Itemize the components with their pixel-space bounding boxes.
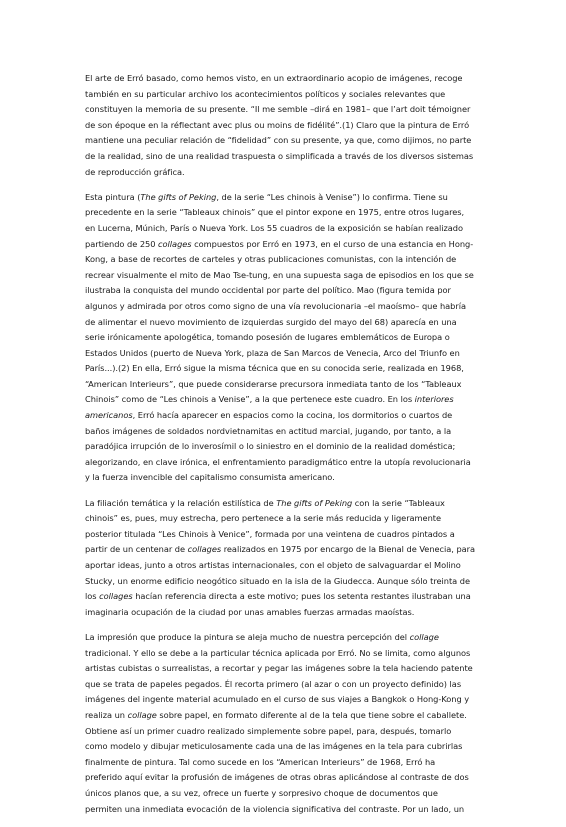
text-line — [85, 574, 487, 590]
text-line — [85, 221, 487, 237]
text-run: compuestos por Erró en 1973, en el curso de una estancia en Hong- — [191, 238, 474, 249]
text-line — [85, 630, 487, 646]
text-run: en Lucerna, Múnich, París o Nueva York. Los 55 cuadros de la exposición se habían realizado — [85, 222, 464, 233]
text-line — [85, 299, 487, 315]
text-run: alegorizando, en clave irónica, el enfrentamiento paradigmático entre la utopía revolucionaria — [85, 456, 471, 467]
italic-text: collages — [158, 238, 192, 249]
italic-text: collage — [409, 631, 439, 642]
text-run: con la serie “Tableaux — [352, 497, 445, 508]
text-run: Chinois” como de “Les chinois a Venise”, a la que pertenece este cuadro. En los — [85, 394, 415, 405]
text-line — [85, 71, 487, 87]
text-line — [85, 346, 487, 362]
text-line — [85, 165, 487, 181]
text-run: Kong, a base de recortes de carteles y otras publicaciones comunistas, con la intención de — [85, 254, 457, 265]
text-run: realiza un — [85, 709, 128, 720]
text-run: de alimentar el nuevo movimiento de izquierdas surgido del mayo del 68) aparecía en una — [85, 316, 457, 327]
text-line — [85, 802, 487, 818]
text-line — [85, 190, 487, 206]
text-line — [85, 330, 487, 346]
text-run: paradójica irrupción de lo inverosímil o lo siniestro en el dominio de la realidad doméstica; — [85, 441, 456, 452]
text-run: La impresión que produce la pintura se aleja mucho de nuestra percepción del — [85, 631, 410, 642]
text-run: de la realidad, sino de una realidad traspuesta o simplificada a través de los diversos sistemas — [85, 150, 474, 161]
text-run: preferido aquí evitar la profusión de imágenes de otras obras aplicándose al contraste de dos — [85, 772, 469, 783]
text-run: permiten una inmediata evocación de la violencia significativa del contraste. Por un lado, un — [85, 803, 465, 814]
text-line — [85, 605, 487, 621]
text-run: chinois” es, pues, muy estrecha, pero pertenece a la serie más reducida y ligeramente — [85, 513, 442, 524]
text-run: hacían referencia directa a este motivo; pues los setenta restantes ilustraban una — [132, 591, 471, 602]
text-run: La filiación temática y la relación estilística de — [85, 497, 277, 508]
text-run: Estados Unidos (puerto de Nueva York, plaza de San Marcos de Venecia, Arco del Triunfo en — [85, 347, 460, 358]
italic-text: americanos — [85, 410, 133, 421]
text-run: partir de un centenar de — [85, 544, 188, 555]
text-run: baños imágenes de soldados nordvietnamitas en actitud marcial, jugando, por tanto, a la — [85, 425, 452, 436]
text-line — [85, 315, 487, 331]
text-line — [85, 755, 487, 771]
text-run: y la fuerza invencible del capitalismo consumista americano. — [85, 472, 335, 483]
text-run: de son époque en la réflectant avec plus ou moins de fidélité”.(1) Claro que la pintura de Erró — [85, 119, 470, 130]
text-run: sobre papel, en formato diferente al de la tela que tiene sobre el caballete. — [156, 709, 467, 720]
text-line — [85, 439, 487, 455]
italic-text: collages — [187, 544, 222, 555]
body-paragraph — [85, 630, 487, 817]
text-run: , Erró hacía aparecer en espacios como la cocina, los dormitorios o cuartos de — [132, 410, 453, 421]
text-run: Stucky, un enorme edificio neogótico situado en la isla de la Giudecca. Aunque sólo treinta de — [85, 575, 470, 586]
text-run: París...).(2) En ella, Erró sigue la misma técnica que en su conocida serie, realizada en 1968, — [85, 363, 464, 374]
body-paragraph — [85, 190, 487, 486]
text-run: posterior titulada “Les Chinois à Venice”, formada por una veintena de cuadros pintados a — [85, 528, 455, 539]
text-line — [85, 511, 487, 527]
document-page — [85, 71, 487, 827]
text-line — [85, 408, 487, 424]
text-run: de reproducción gráfica. — [85, 166, 185, 177]
text-run: finalmente de pintura. Tal como sucede en los “American Interieurs” de 1968, Erró ha — [85, 756, 436, 767]
text-line — [85, 102, 487, 118]
text-run: que se trata de papeles pegados. Él recorta primero (al azar o con un proyecto definido) las — [85, 678, 462, 689]
text-line — [85, 542, 487, 558]
text-line — [85, 496, 487, 512]
text-line — [85, 677, 487, 693]
italic-text: collage — [127, 709, 157, 720]
text-line — [85, 646, 487, 662]
body-paragraph — [85, 71, 487, 180]
text-line — [85, 377, 487, 393]
text-line — [85, 149, 487, 165]
text-line — [85, 708, 487, 724]
text-line — [85, 237, 487, 253]
text-run: únicos planos que, a su vez, ofrece un fuerte y sorpresivo choque de documentos que — [85, 787, 438, 798]
body-paragraph — [85, 496, 487, 621]
text-run: como modelo y dibujar meticulosamente cada una de las imágenes en la tela para cubrirlas — [85, 741, 463, 752]
text-run: recrear visualmente el mito de Mao Tse-tung, en una supuesta saga de episodios en los que se — [85, 269, 474, 280]
text-line — [85, 133, 487, 149]
text-run: serie irónicamente apologética, tomando posesión de lugares emblemáticos de Europa o — [85, 332, 450, 343]
text-line — [85, 470, 487, 486]
text-line — [85, 268, 487, 284]
italic-text: The gifts of Peking — [276, 497, 353, 508]
text-run: Obtiene así un primer cuadro realizado simplemente sobre papel, para, después, tomarlo — [85, 725, 452, 736]
text-line — [85, 252, 487, 268]
text-run: precedente en la serie “Tableaux chinois” que el pintor expone en 1975, entre otros lugares, — [85, 207, 465, 218]
text-line — [85, 455, 487, 471]
text-line — [85, 424, 487, 440]
text-line — [85, 724, 487, 740]
text-line — [85, 770, 487, 786]
text-run: también en su particular archivo los acontecimientos políticos y sociales relevantes que — [85, 88, 446, 99]
text-line — [85, 392, 487, 408]
text-run: artistas cubistas o surrealistas, a recortar y pegar las imágenes sobre la tela haciendo patente — [85, 663, 473, 674]
text-line — [85, 361, 487, 377]
text-line — [85, 205, 487, 221]
text-line — [85, 558, 487, 574]
text-line — [85, 692, 487, 708]
italic-text: collages — [99, 591, 133, 602]
text-run: constituyen la memoria de su presente. “Il me semble –dirá en 1981– que l’art doit témoigner — [85, 104, 471, 115]
text-line — [85, 118, 487, 134]
text-run: mantiene una peculiar relación de “fidelidad” con su presente, ya que, como dijimos, no parte — [85, 135, 472, 146]
text-line — [85, 589, 487, 605]
text-run: aportar ideas, junto a otros artistas internacionales, con el objeto de salvaguardar el Molino — [85, 560, 461, 570]
text-line — [85, 527, 487, 543]
text-line — [85, 87, 487, 103]
text-run: los — [85, 591, 100, 602]
text-run: imágenes del ingente material acumulado en el curso de sus viajes a Bangkok o Hong-Kong y — [85, 694, 470, 705]
text-run: algunos y admirada por otros como signo de una vía revolucionaria –el maoísmo– que habría — [85, 300, 466, 311]
text-run: realizados en 1975 por encargo de la Bienal de Venecia, para — [221, 544, 476, 555]
text-run: ilustraba la conquista del mundo occidental por parte del político. Mao (figura temida por — [85, 285, 451, 296]
text-run: imaginaria ocupación de la ciudad por unas amables fuerzas armadas maoístas. — [85, 606, 415, 617]
text-run: , de la serie “Les chinois à Venise”) lo confirma. Tiene su — [216, 191, 448, 202]
italic-text: The gifts of Peking — [140, 191, 217, 202]
text-run: tradicional. Y ello se debe a la particular técnica aplicada por Erró. No se limita, como algunos — [85, 647, 471, 658]
text-run: partiendo de 250 — [85, 238, 159, 249]
text-line — [85, 283, 487, 299]
text-line — [85, 661, 487, 677]
text-run: El arte de Erró basado, como hemos visto, en un extraordinario acopio de imágenes, recoge — [85, 73, 463, 83]
text-run: Esta pintura ( — [85, 191, 141, 202]
text-line — [85, 786, 487, 802]
text-line — [85, 739, 487, 755]
italic-text: interiores — [414, 394, 454, 405]
text-run: “American Interieurs”, que puede considerarse precursora inmediata tanto de los “Tableaux — [85, 378, 462, 389]
